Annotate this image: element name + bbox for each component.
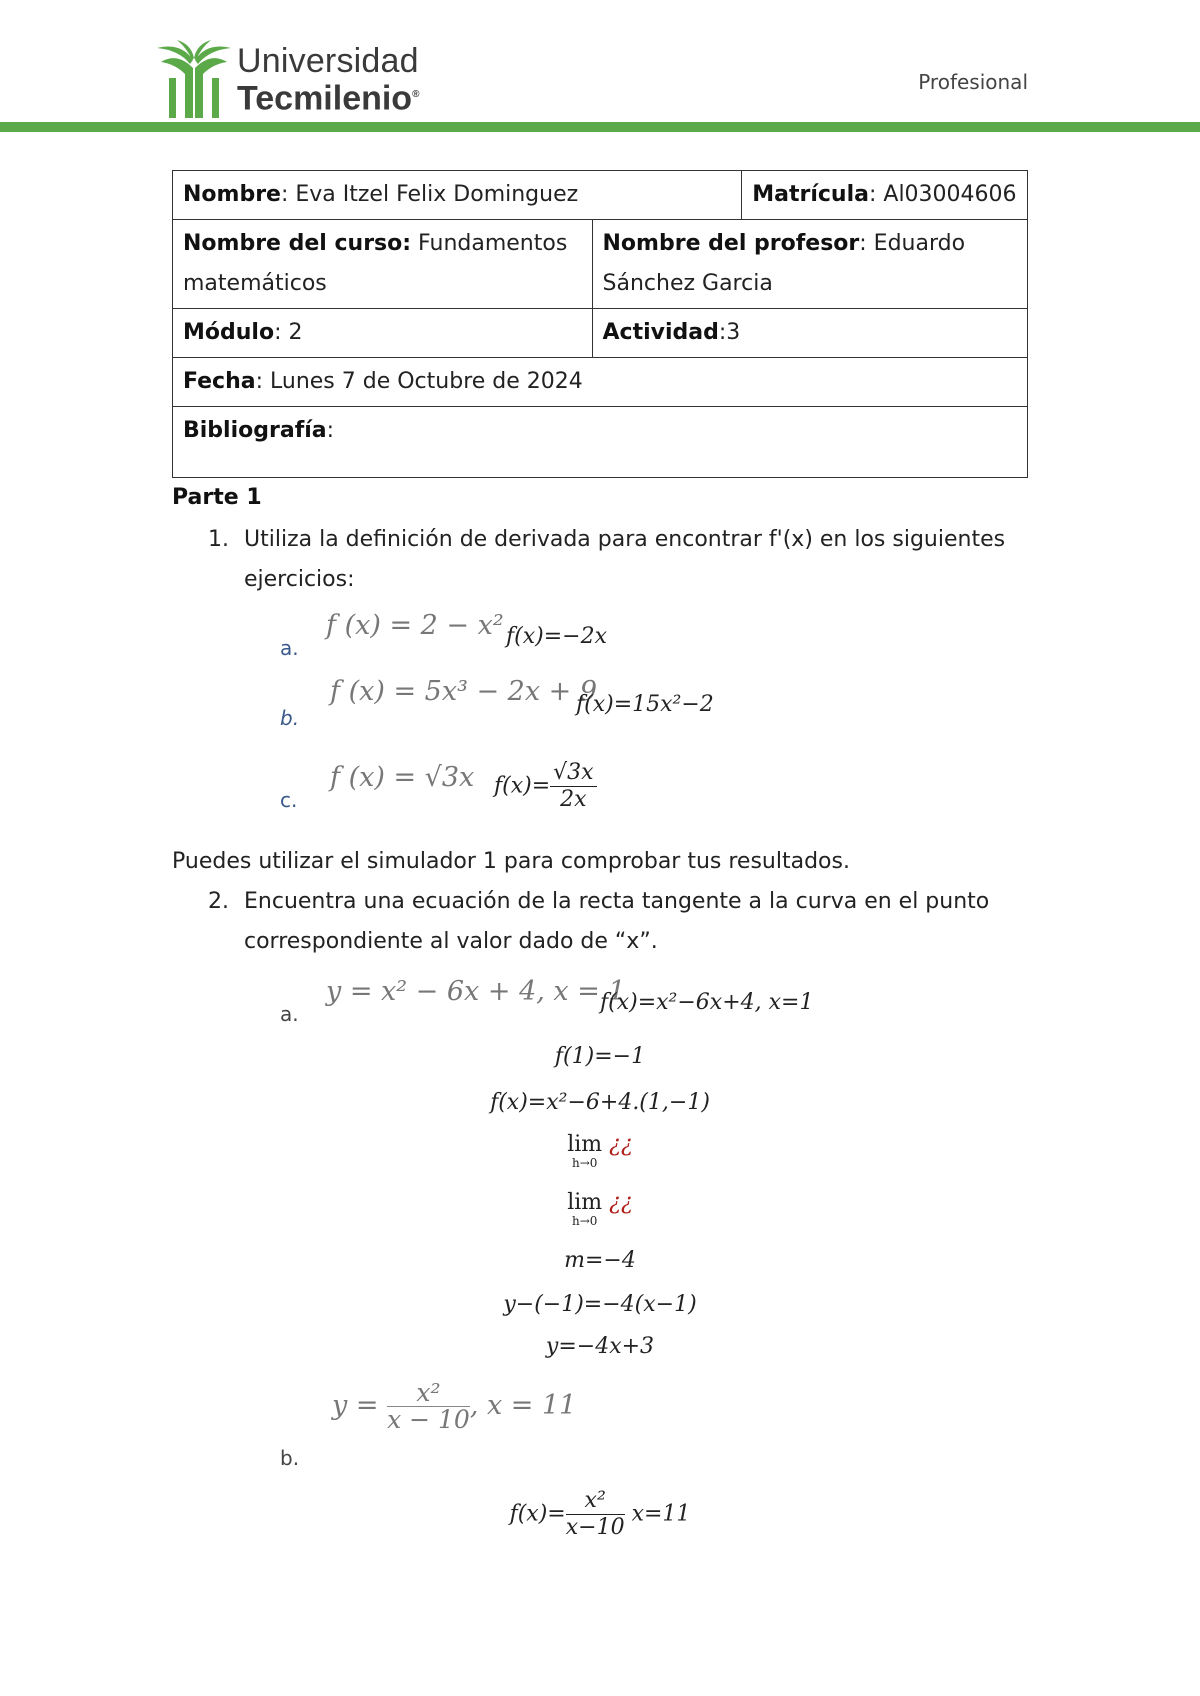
q2b-marker: b. — [280, 1446, 300, 1470]
registered-mark: ® — [412, 89, 420, 100]
q2b-answer: f(x)= $\frac{\text{x²}}{x-10}$ x=11 — [509, 1488, 691, 1540]
q2a-tangent-line: y=−4x+3 — [545, 1334, 655, 1359]
q2a-limit-2: lim h→0 ¿¿ — [567, 1190, 633, 1228]
item-b-marker: b. — [280, 706, 300, 730]
q2a-marker: a. — [280, 1002, 299, 1026]
q2a-line3: f(x)=x²−6+4.(1,−1) — [490, 1090, 710, 1115]
item-a-marker: a. — [280, 636, 299, 660]
row-fecha — [173, 358, 1028, 407]
cell-bibliografia: Bibliografía: — [173, 407, 1028, 478]
agave-logo-icon — [155, 38, 233, 118]
cell-modulo: Módulo: 2 — [173, 309, 593, 358]
cell-matricula: Matrícula: Al03004606 — [742, 171, 1028, 220]
row-bibliografia — [173, 407, 1028, 478]
cell-nombre: Nombre: Eva Itzel Felix Dominguez — [173, 171, 742, 220]
q2a-slope: m=−4 — [564, 1248, 636, 1273]
item-c-given-equation: f (x) = √3x — [330, 762, 475, 793]
question-2-line2: correspondiente al valor dado de “x”. — [244, 929, 658, 954]
item-c-marker: c. — [280, 788, 298, 812]
student-info-table — [172, 170, 1028, 478]
question-2-number: 2. — [208, 889, 229, 914]
item-a-answer: f(x)=−2x — [506, 624, 607, 649]
row-nombre — [173, 171, 1028, 220]
question-1-line2: ejercicios: — [244, 567, 355, 592]
q2a-point-slope: y−(−1)=−4(x−1) — [503, 1292, 697, 1317]
cell-curso: Nombre del curso: Fundamentos matemáticos — [173, 220, 593, 309]
item-c-answer-numerator: √3x — [550, 760, 596, 787]
question-1-line1: Utiliza la definición de derivada para encontrar f'(x) en los siguientes — [244, 527, 1006, 552]
q2a-line1: f(x)=x²−6x+4, x=1 — [600, 990, 814, 1015]
cell-fecha: Fecha: Lunes 7 de Octubre de 2024 — [173, 358, 1028, 407]
q2a-line2: f(1)=−1 — [554, 1044, 646, 1069]
item-b-given-equation: f (x) = 5x³ − 2x + 9 — [330, 676, 598, 707]
logo-line-tecmilenio: Tecmilenio — [237, 79, 413, 118]
simulator-note: Puedes utilizar el simulador 1 para comprobar tus resultados. — [172, 849, 850, 874]
item-c-answer-denominator: 2x — [560, 787, 587, 812]
row-modulo — [173, 309, 1028, 358]
q2a-limit-1: lim h→0 ¿¿ — [567, 1132, 633, 1170]
university-logo — [155, 38, 445, 118]
q2a-given-equation: y = x² − 6x + 4, x = 1 — [326, 976, 626, 1007]
cell-actividad: Actividad:3 — [592, 309, 1027, 358]
section-title: Parte 1 — [172, 485, 262, 510]
item-b-answer: f(x)=15x²−2 — [576, 692, 714, 717]
row-curso — [173, 220, 1028, 309]
question-2-line1: Encuentra una ecuación de la recta tangente a la curva en el punto — [244, 889, 990, 914]
cell-profesor: Nombre del profesor: Eduardo Sánchez Garcia — [592, 220, 1027, 309]
logo-line-universidad: Universidad — [237, 42, 419, 80]
question-1-number: 1. — [208, 527, 229, 552]
header-label: Profesional — [918, 70, 1028, 94]
q2b-given-equation: y = $\frac{\text{x²}}{x - 10}$ , x = 11 — [332, 1378, 577, 1434]
item-a-given-equation: f (x) = 2 − x² — [326, 610, 504, 641]
item-c-answer: f(x)= $\frac{√3x}{2x}$ — [494, 760, 597, 813]
header-rule — [0, 122, 1200, 132]
